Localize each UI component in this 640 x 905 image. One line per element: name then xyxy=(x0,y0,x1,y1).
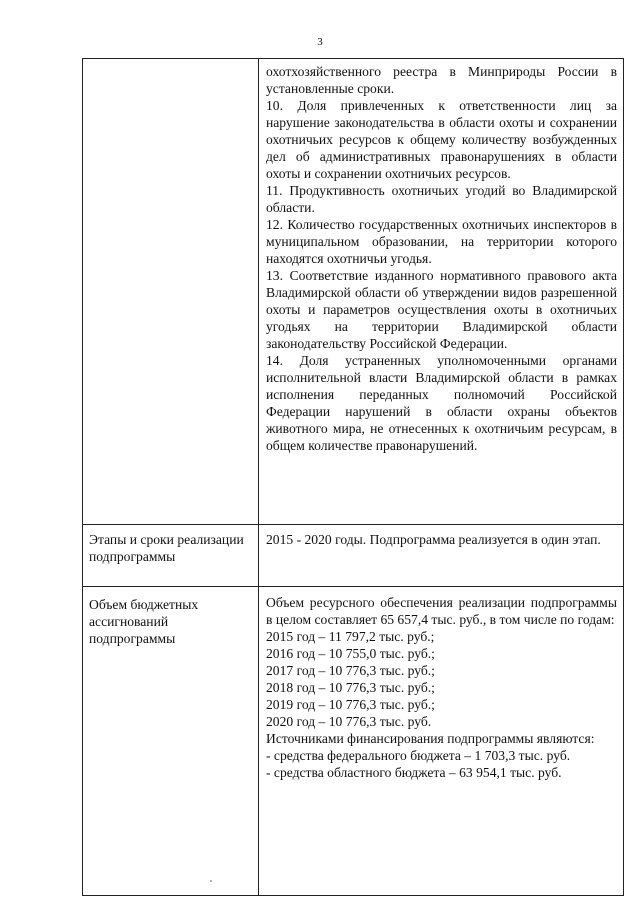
table-row-indicators xyxy=(83,59,624,525)
budget-label: Объем бюджетных ассигнований подпрограммы xyxy=(83,587,259,896)
scan-speck xyxy=(210,880,212,882)
budget-year-line: 2019 год – 10 776,3 тыс. руб.; xyxy=(266,697,435,712)
table-row-budget xyxy=(83,587,624,896)
budget-year-line: 2020 год – 10 776,3 тыс. руб. xyxy=(266,714,432,729)
passport-table xyxy=(82,58,624,896)
terms-label: Этапы и сроки реализации подпрограммы xyxy=(83,525,259,587)
indicator-paragraph: 10. Доля привлеченных к ответственности лиц за нарушение законодательства в области охоты и сохранении охотничьих ресурсов к общему количеству возбужденных дел об административных правонарушениях в области охоты и сохранении охотничьих ресурсов. xyxy=(266,98,617,181)
budget-cell xyxy=(259,587,624,896)
indicator-paragraph: 13. Соответствие изданного нормативного правового акта Владимирской области об утверждении видов разрешенной охоты и параметров осуществления охоты в охотничьих угодьях на территории Владимирской области законодательству Российской Федерации. xyxy=(266,268,617,351)
indicator-paragraph: охотхозяйственного реестра в Минприроды России в установленные сроки. xyxy=(266,64,617,96)
row-label-empty xyxy=(83,59,259,525)
budget-intro: Объем ресурсного обеспечения реализации подпрограммы в целом составляет 65 657,4 тыс. руб., в том числе по годам: xyxy=(266,595,617,627)
indicators-cell xyxy=(259,59,624,525)
budget-year-line: 2017 год – 10 776,3 тыс. руб.; xyxy=(266,663,435,678)
indicator-paragraph: 11. Продуктивность охотничьих угодий во Владимирской области. xyxy=(266,183,617,215)
budget-source-line: - средства областного бюджета – 63 954,1 тыс. руб. xyxy=(266,765,562,780)
budget-year-line: 2018 год – 10 776,3 тыс. руб.; xyxy=(266,680,435,695)
indicator-paragraph: 14. Доля устраненных уполномоченными органами исполнительной власти Владимирской области в рамках исполнения переданных полномочий Российской Федерации нарушений в области охраны объектов животного мира, не отнесенных к охотничьим ресурсам, в общем количестве правонарушений. xyxy=(266,353,617,453)
budget-sources-heading: Источниками финансирования подпрограммы являются: xyxy=(266,731,595,746)
budget-year-line: 2015 год – 11 797,2 тыс. руб.; xyxy=(266,629,435,644)
page-number: 3 xyxy=(317,36,323,48)
indicator-paragraph: 12. Количество государственных охотничьих инспекторов в муниципальном образовании, на территории которого находятся охотничьи угодья. xyxy=(266,217,617,266)
budget-source-line: - средства федерального бюджета – 1 703,3 тыс. руб. xyxy=(266,748,571,763)
terms-text: 2015 - 2020 годы. Подпрограмма реализуется в один этап. xyxy=(259,525,624,587)
budget-year-line: 2016 год – 10 755,0 тыс. руб.; xyxy=(266,646,435,661)
table-row-terms xyxy=(83,525,624,587)
